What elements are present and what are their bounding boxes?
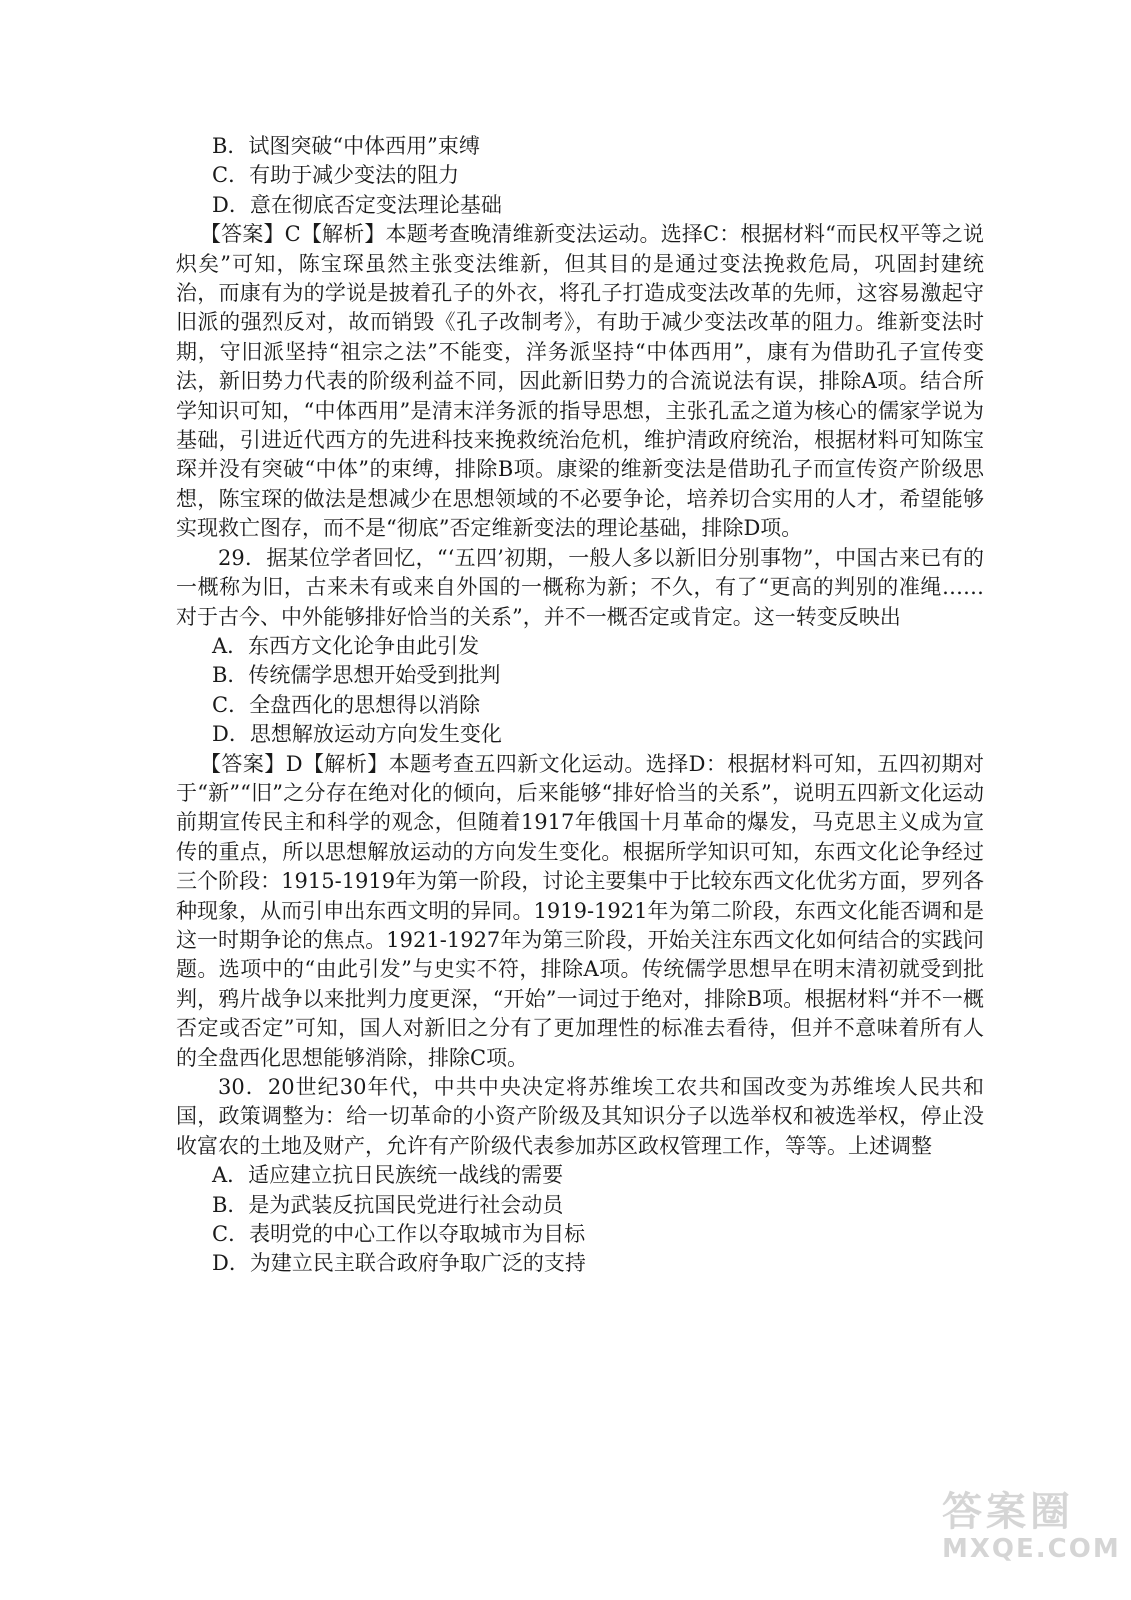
site-watermark <box>942 1489 1121 1580</box>
q28-option-c: C．有助于减少变法的阻力 <box>212 163 460 188</box>
watermark-logo-text: 答案圈 <box>942 1489 1074 1535</box>
q30-option-b: B．是为武装反抗国民党进行社会动员 <box>212 1192 564 1217</box>
q29-option-c: C．全盘西化的思想得以消除 <box>212 692 481 717</box>
q30-question-stem: 30．20世纪30年代，中共中央决定将苏维埃工农共和国改变为苏维埃人民共和国，政策调整为：给一切革命的小资产阶级及其知识分子以选举权和被选举权，停止没收富农的土地及财产，允许有产阶级代表参加苏区政权管理工作，等等。上述调整 <box>176 1075 984 1158</box>
q30-option-a: A．适应建立抗日民族统一战线的需要 <box>212 1163 564 1188</box>
q28-option-b: B．试图突破“中体西用”束缚 <box>212 134 480 158</box>
q29-question-stem: 29．据某位学者回忆，“‘五四’初期，一般人多以新旧分别事物”，中国古来已有的一概称为旧，古来未有或来自外国的一概称为新；不久，有了“更高的判别的准绳……对于古今、中外能够排好恰当的关系”，并不一概否定或肯定。这一转变反映出 <box>176 545 984 629</box>
q30-option-c: C．表明党的中心工作以夺取城市为目标 <box>212 1222 586 1247</box>
q29-answer-explanation: 【答案】D【解析】本题考查五四新文化运动。选择D：根据材料可知，五四初期对于“新”“旧”之分存在绝对化的倾向，后来能够“排好恰当的关系”，说明五四新文化运动前期宣传民主和科学的观念，但随着1917年俄国十月革命的爆发，马克思主义成为宣传的重点，所以思想解放运动的方向发生变化。根据所学知识可知，东西文化论争经过三个阶段：1915-1919年为第一阶段，讨论主要集中于比较东西文化优劣方面，罗列各种现象，从而引申出东西文明的异同。1919-1921年为第二阶段，东西文化能否调和是这一时期争论的焦点。1921-1927年为第三阶段，开始关注东西文化如何结合的实践问题。选项中的“由此引发”与史实不符，排除A项。传统儒学思想早在明末清初就受到批判，鸦片战争以来批判力度更深，“开始”一词过于绝对，排除B项。根据材料“并不一概否定或否定”可知，国人对新旧之分有了更加理性的标准去看待，但并不意味着所有人的全盘西化思想能够消除，排除C项。 <box>176 751 984 1070</box>
q29-option-a: A．东西方文化论争由此引发 <box>212 633 480 658</box>
q28-option-d: D．意在彻底否定变法理论基础 <box>212 192 502 217</box>
q29-option-d: D．思想解放运动方向发生变化 <box>212 722 502 747</box>
document-body <box>176 132 984 1279</box>
watermark-url-text: MXQE.COM <box>942 1534 1121 1564</box>
q28-answer-explanation: 【答案】C【解析】本题考查晚清维新变法运动。选择C：根据材料“而民权平等之说炽矣”可知，陈宝琛虽然主张变法维新，但其目的是通过变法挽救危局，巩固封建统治，而康有为的学说是披着孔子的外衣，将孔子打造成变法改革的先师，这容易激起守旧派的强烈反对，故而销毁《孔子改制考》，有助于减少变法改革的阻力。维新变法时期，守旧派坚持“祖宗之法”不能变，洋务派坚持“中体西用”，康有为借助孔子宣传变法，新旧势力代表的阶级利益不同，因此新旧势力的合流说法有误，排除A项。结合所学知识可知，“中体西用”是清末洋务派的指导思想，主张孔孟之道为核心的儒家学说为基础，引进近代西方的先进科技来挽救统治危机，维护清政府统治，根据材料可知陈宝琛并没有突破“中体”的束缚，排除B项。康梁的维新变法是借助孔子而宣传资产阶级思想，陈宝琛的做法是想减少在思想领域的不必要争论，培养切合实用的人才，希望能够实现救亡图存，而不是“彻底”否定维新变法的理论基础，排除D项。 <box>176 222 984 541</box>
q30-option-d: D．为建立民主联合政府争取广泛的支持 <box>212 1251 586 1276</box>
q29-option-b: B．传统儒学思想开始受到批判 <box>212 663 501 688</box>
